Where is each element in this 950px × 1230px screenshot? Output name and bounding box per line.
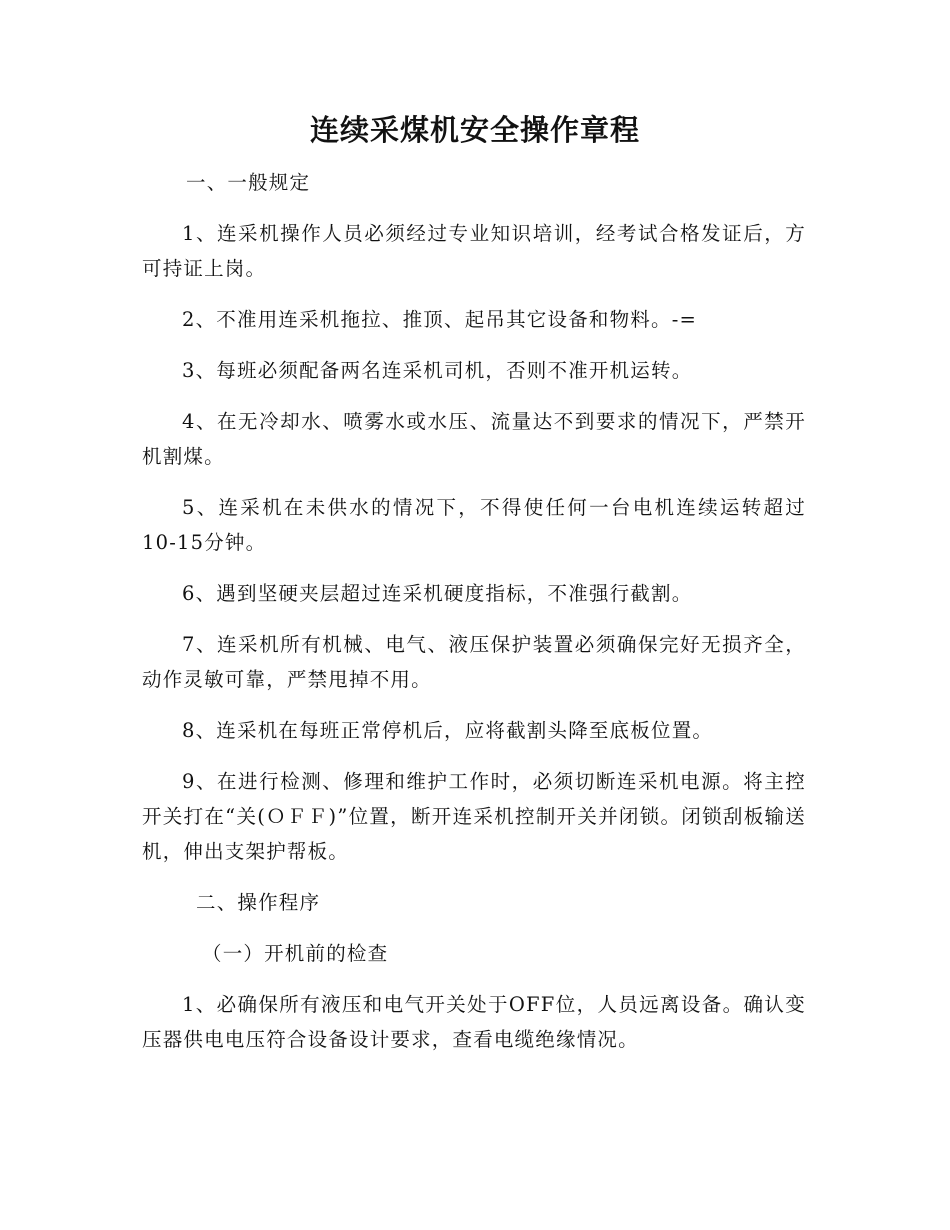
paragraph-rule-6: 6、遇到坚硬夹层超过连采机硬度指标，不准强行截割。 [182, 582, 693, 605]
paragraph-rule-2: 2、不准用连采机拖拉、推顶、起吊其它设备和物料。-= [182, 308, 698, 331]
document-title: 连续采煤机安全操作章程 [309, 113, 640, 147]
paragraph-rule-4: 4、在无冷却水、喷雾水或水压、流量达不到要求的情况下，严禁开机割煤。 [142, 410, 806, 468]
paragraph-rule-9: 9、在进行检测、修理和维护工作时，必须切断连采机电源。将主控开关打在“关(ＯＦＦ)”位置，断开连采机控制开关并闭锁。闭锁刮板输送机，伸出支架护帮板。 [142, 770, 806, 863]
paragraph-rule-8: 8、连采机在每班正常停机后，应将截割头降至底板位置。 [182, 719, 714, 742]
section-heading-general-rules: 一、一般规定 [186, 171, 311, 194]
subsection-heading-pre-start-check: （一）开机前的检查 [202, 942, 389, 965]
paragraph-rule-1: 1、连采机操作人员必须经过专业知识培训，经考试合格发证后，方可持证上岗。 [142, 222, 806, 280]
section-heading-operating-procedure: 二、操作程序 [196, 891, 321, 914]
document-body [142, 165, 806, 1073]
paragraph-rule-7: 7、连采机所有机械、电气、液压保护装置必须确保完好无损齐全，动作灵敏可靠，严禁甩掉不用。 [142, 633, 806, 691]
paragraph-rule-5: 5、连采机在未供水的情况下，不得使任何一台电机连续运转超过10-15分钟。 [142, 496, 806, 554]
paragraph-rule-3: 3、每班必须配备两名连采机司机，否则不准开机运转。 [182, 359, 693, 382]
paragraph-check-1: 1、必确保所有液压和电气开关处于OFF位，人员远离设备。确认变压器供电电压符合设备设计要求，查看电缆绝缘情况。 [142, 993, 806, 1051]
